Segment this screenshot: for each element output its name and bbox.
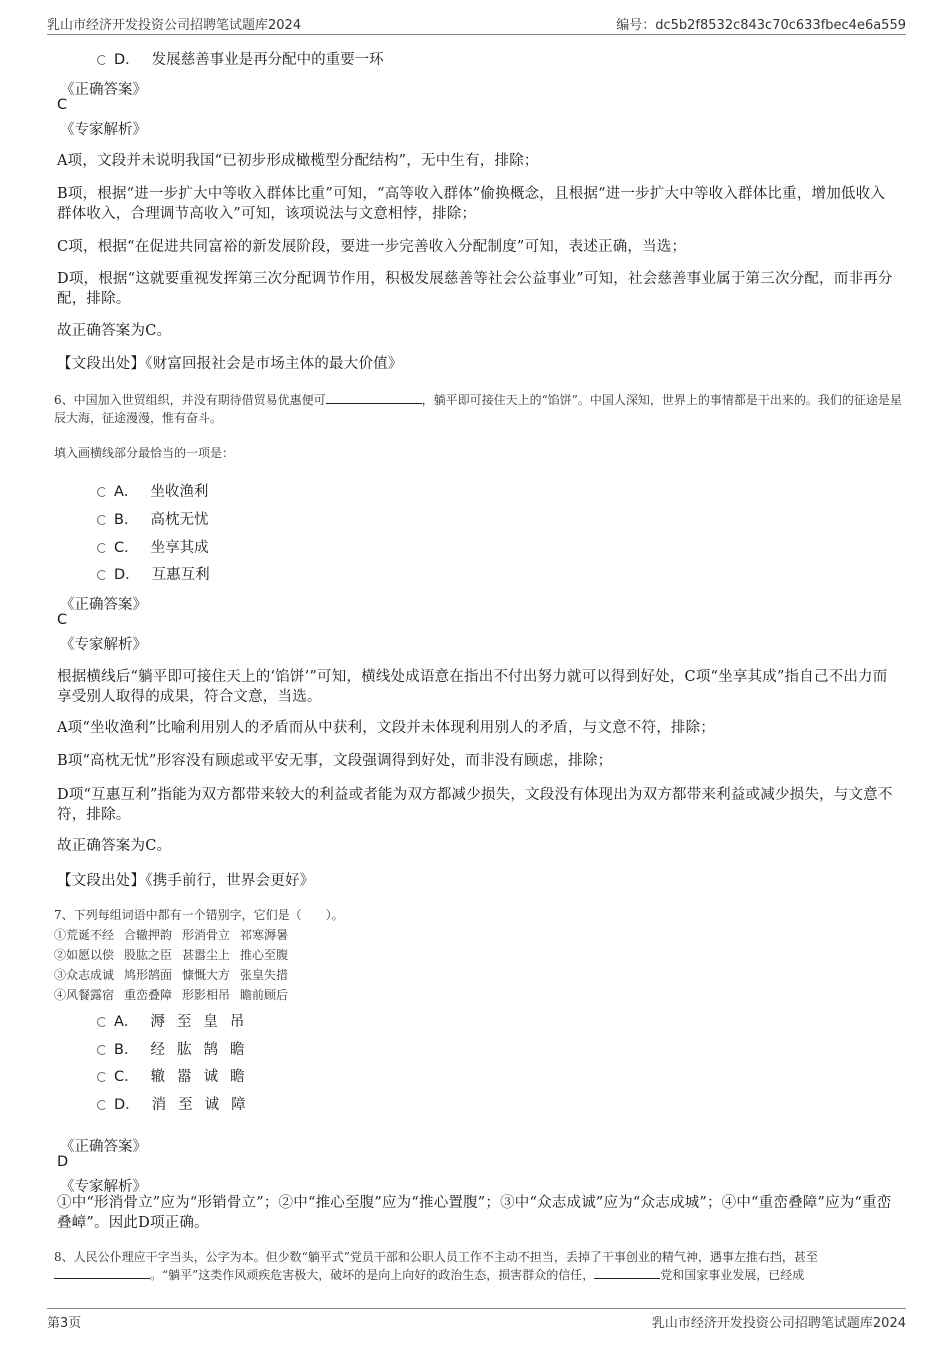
radio-icon[interactable] [97,1072,107,1082]
option-key: C． [114,540,139,556]
fill-blank [54,1266,150,1279]
word: 形影相吊 [182,988,231,1002]
radio-icon[interactable] [97,1017,107,1027]
q7-answer-label: 《正确答案》 [60,1139,147,1155]
q5-answer: C [57,97,68,113]
radio-icon[interactable] [97,1100,107,1110]
q6-answer: C [57,612,68,628]
word: 合辙押韵 [124,928,173,942]
q6-stem-part-1: 6、中国加入世贸组织，并没有期待借贸易优惠便可 [54,393,326,407]
option-key: B． [114,512,139,528]
option-text: 高枕无忧 [150,512,209,528]
word: ②如愿以偿 [54,948,115,962]
word: 瞻前顾后 [240,988,289,1002]
q7-option-b[interactable] [97,1038,256,1056]
option-key: A． [114,1014,139,1030]
word: 祁寒溽暑 [240,928,289,942]
q5-analysis-label: 《专家解析》 [60,122,147,138]
radio-icon[interactable] [97,487,107,497]
fill-blank [326,391,422,404]
q8-stem-part-2: 。“躺平”这类作风顽疾危害极大，破坏的是向上向好的政治生态，损害群众的信任， [150,1268,595,1282]
q8-stem [54,1248,904,1284]
q6-answer-label: 《正确答案》 [60,597,147,613]
q7-stem: 7、下列每组词语中都有一个错别字，它们是（ ）。 [54,908,344,922]
option-key: D． [114,1097,140,1113]
q7-option-a[interactable] [97,1010,256,1028]
q6-analysis-label: 《专家解析》 [60,637,147,653]
option-text: 经肱鹄瞻 [150,1042,257,1058]
q6-option-d[interactable] [97,563,210,581]
q7-group-3 [54,966,298,984]
option-text: 坐享其成 [150,540,209,556]
q6-conclusion: 故正确答案为C。 [57,838,172,854]
q6-stem-part-2: ，躺平即可接住天上的“馅饼”。中国人深知，世界上的事情都是干出来的。我们的征途是星辰大海，征途漫漫，惟有奋斗。 [54,393,902,425]
q7-option-d[interactable] [97,1093,258,1111]
radio-icon[interactable] [97,570,107,580]
footer-divider [47,1308,906,1309]
q7-analysis: ①中“形消骨立”应为“形销骨立”；②中“推心至腹”应为“推心置腹”；③中“众志成诚”应为“众志成城”；④中“重峦叠障”应为“重峦叠嶂”。因此D项正确。 [57,1195,892,1231]
word: 甚嚣尘上 [182,948,231,962]
word: 张皇失措 [240,968,289,982]
radio-icon[interactable] [97,515,107,525]
option-text: 消至诚障 [151,1097,258,1113]
word: 鸠形鹄面 [124,968,173,982]
option-text: 发展慈善事业是再分配中的重要一环 [151,52,384,68]
word: ④风餐露宿 [54,988,115,1002]
q6-analysis-a: A项“坐收渔利”比喻利用别人的矛盾而从中获利，文段并未体现利用别人的矛盾，与文意不符，排除； [57,720,715,736]
q6-option-a[interactable] [97,480,208,498]
q8-stem-part-1: 8、人民公仆理应干字当头，公字为本。但少数“躺平式”党员干部和公职人员工作不主动不担当，丢掉了干事创业的精气神，遇事左推右挡，甚至 [54,1250,818,1264]
fill-blank [594,1266,660,1279]
q6-option-c[interactable] [97,536,209,554]
word: ③众志成诚 [54,968,115,982]
q6-analysis-b: B项“高枕无忧”形容没有顾虑或平安无事，文段强调得到好处，而非没有顾虑，排除； [57,753,613,769]
q5-analysis-d: D项，根据“这就要重视发挥第三次分配调节作用，积极发展慈善等社会公益事业”可知，社会慈善事业属于第三次分配，而非再分配，排除。 [57,271,893,307]
q5-conclusion: 故正确答案为C。 [57,323,172,339]
word: 推心至腹 [240,948,289,962]
q6-analysis-d: D项“互惠互利”指能为双方都带来较大的利益或者能为双方都减少损失，文段没有体现出为双方都带来利益或减少损失，与文意不符，排除。 [57,787,893,823]
q8-stem-part-3: 党和国家事业发展，已经成 [660,1268,805,1282]
q5-source: 【文段出处】《财富回报社会是市场主体的最大价值》 [57,356,403,372]
footer-title: 乳山市经济开发投资公司招聘笔试题库2024 [651,1316,906,1331]
q5-analysis-c: C项，根据“在促进共同富裕的新发展阶段，要进一步完善收入分配制度”可知，表述正确，当选； [57,239,687,255]
q7-answer: D [57,1154,69,1170]
option-text: 互惠互利 [151,567,210,583]
word: 慷慨大方 [182,968,231,982]
radio-icon[interactable] [97,543,107,553]
q7-group-2 [54,946,298,964]
radio-icon[interactable] [97,55,107,65]
option-key: C． [114,1069,139,1085]
q5-answer-label: 《正确答案》 [60,82,147,98]
word: 股肱之臣 [124,948,173,962]
option-key: D． [114,567,140,583]
q6-source: 【文段出处】《携手前行，世界会更好》 [57,873,315,889]
q6-option-b[interactable] [97,508,208,526]
q6-prompt: 填入画横线部分最恰当的一项是： [54,446,235,460]
option-text: 溽至皇吊 [150,1014,257,1030]
q5-analysis-b: B项，根据“进一步扩大中等收入群体比重”可知，“高等收入群体”偷换概念，且根据“进一步扩大中等收入群体比重，增加低收入群体收入，合理调节高收入”可知，该项说法与文意相悖，排除； [57,186,886,222]
word: 重峦叠障 [124,988,173,1002]
q7-option-c[interactable] [97,1065,257,1083]
option-key: B． [114,1042,139,1058]
q7-analysis-label: 《专家解析》 [60,1179,147,1195]
option-key: D． [114,52,140,68]
q6-analysis-intro: 根据横线后“躺平即可接住天上的‘馅饼’”可知，横线处成语意在指出不付出努力就可以得到好处，C项“坐享其成”指自己不出力而享受别人取得的成果，符合文意，当选。 [57,669,888,705]
option-key: A． [114,484,139,500]
q5-analysis-a: A项，文段并未说明我国“已初步形成橄榄型分配结构”，无中生有，排除； [57,153,539,169]
option-text: 坐收渔利 [150,484,209,500]
q7-group-4 [54,986,298,1004]
header-title: 乳山市经济开发投资公司招聘笔试题库2024 [47,18,302,33]
option-text: 辙嚣诚瞻 [150,1069,257,1085]
q5-option-d[interactable] [97,48,384,66]
header-divider [47,34,906,35]
footer-page-number: 第3页 [47,1316,82,1331]
word: 形消骨立 [182,928,231,942]
q7-group-1 [54,926,298,944]
header-code: 编号：dc5b2f8532c843c70c633fbec4e6a559 [616,18,906,33]
radio-icon[interactable] [97,1045,107,1055]
word: ①荒诞不经 [54,928,115,942]
q6-stem [54,391,904,427]
